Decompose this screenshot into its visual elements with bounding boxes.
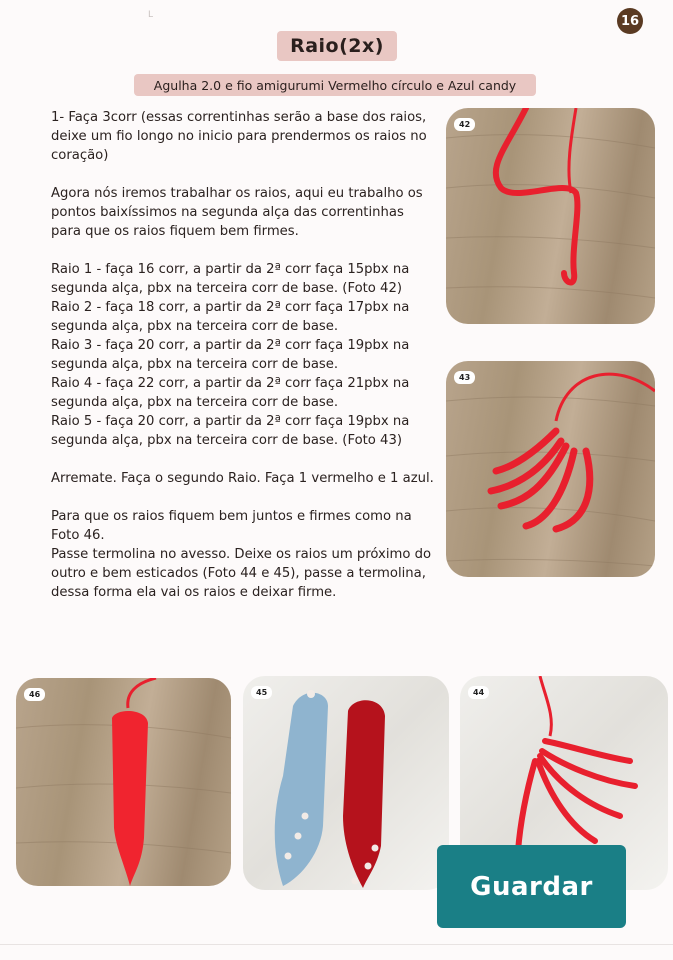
instruction-rays-intro: Agora nós iremos trabalhar os raios, aqui eu trabalho os pontos baixíssimos na segunda alça das correntinhas para que os raios fiquem bem firmes. [51,186,423,239]
save-button[interactable]: Guardar [437,845,626,928]
instruction-rays-list: Raio 1 - faça 16 corr, a partir da 2ª corr faça 15pbx na segunda alça, pbx na terceira corr de base. (Foto 42) Raio 2 - faça 18 corr, a partir da 2ª corr faça 17pbx na segunda alça, pbx na terceira corr de base. Raio 3 - faça 20 corr, a partir da 2ª corr faça 19pbx na segunda alça, pbx na terceira corr de base. Raio 4 - faça 22 corr, a partir da 2ª corr faça 21pbx na segunda alça, pbx na terceira corr de base. Raio 5 - faça 20 corr, a partir da 2ª corr faça 19pbx na segunda alça, pbx na terceira corr de base. (Foto 43) [51,262,410,448]
finished-ray-image [16,678,231,886]
instruction-assembly: Para que os raios fiquem bem juntos e firmes como na Foto 46. Passe termolina no avesso. Deixe os raios um próximo do outro e bem esticados (Foto 44 e 45), passe a termolina, dessa forma ela vai os raios e deixar firme. [51,509,432,600]
photo-42 [446,108,655,324]
yarn-rays-image [446,361,655,577]
photo-label: 45 [251,686,272,699]
yarn-chain-image [446,108,655,324]
photo-45 [243,676,449,890]
photo-46 [16,678,231,886]
page-number-badge: 16 [617,8,643,34]
section-title: Raio(2x) [277,31,397,61]
photo-label: 46 [24,688,45,701]
instructions-text [51,108,436,602]
instruction-finish: Arremate. Faça o segundo Raio. Faça 1 vermelho e 1 azul. [51,471,434,486]
corner-mark: L [148,10,154,20]
materials-subtitle: Agulha 2.0 e fio amigurumi Vermelho círculo e Azul candy [134,74,536,96]
photo-label: 42 [454,118,475,131]
photo-43 [446,361,655,577]
divider [0,944,673,945]
photo-label: 44 [468,686,489,699]
instruction-step-1: 1- Faça 3corr (essas correntinhas serão a base dos raios, deixe um fio longo no inicio para prendermos os raios no coração) [51,110,427,163]
blue-red-rays-image [243,676,449,890]
photo-label: 43 [454,371,475,384]
